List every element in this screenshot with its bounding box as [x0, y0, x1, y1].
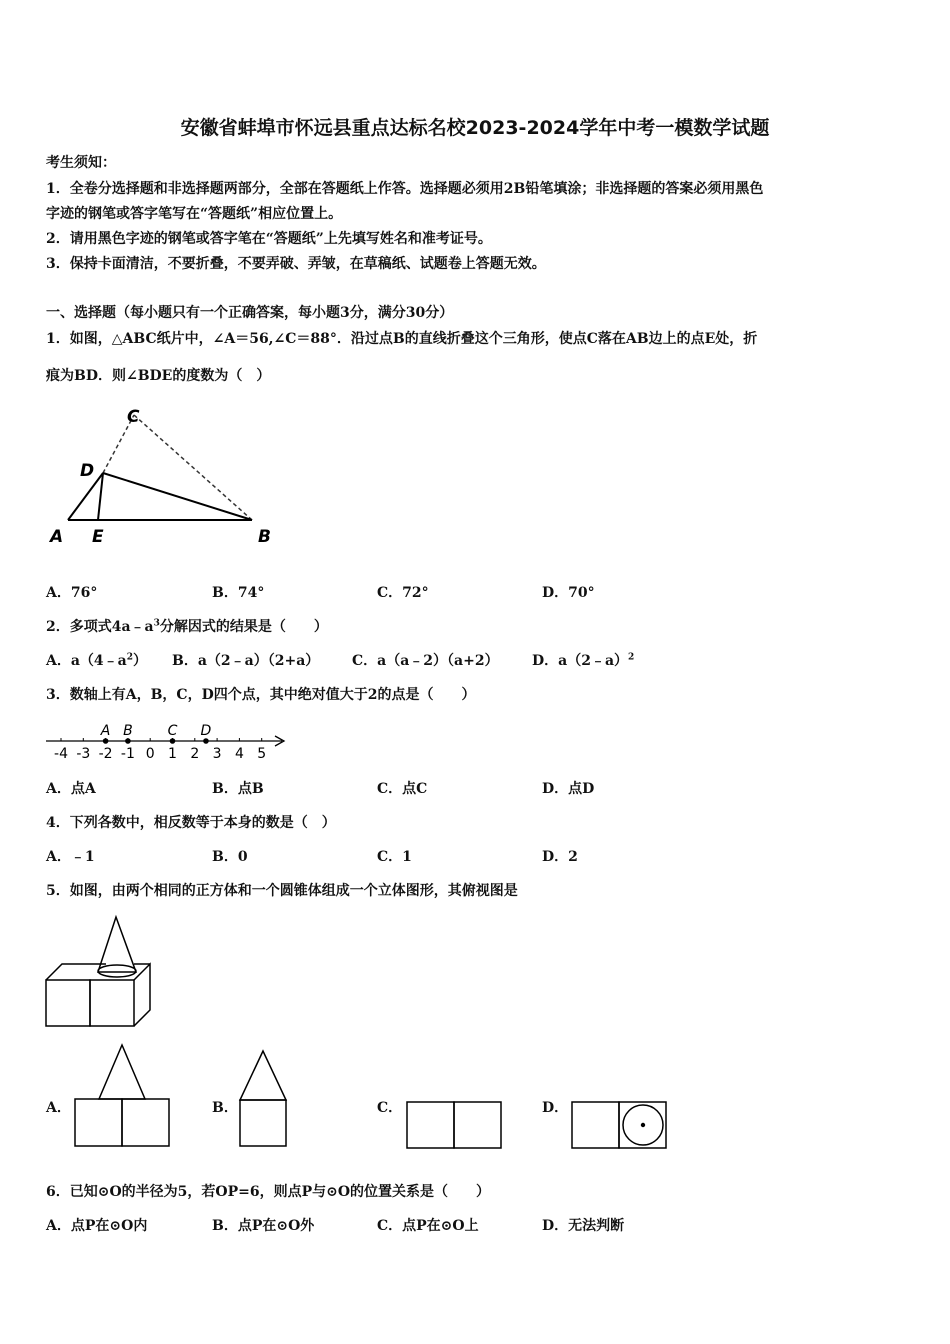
q2-opt-a-pre: A．a（4﹣a [46, 653, 127, 669]
q4-option-c[interactable]: C．1 [377, 849, 412, 865]
axis-tick-label: 4 [234, 746, 244, 762]
label-d: D [80, 461, 95, 481]
q6-option-d[interactable]: D．无法判断 [542, 1218, 625, 1234]
section-heading: 一、选择题（每小题只有一个正确答案，每小题3分，满分30分） [46, 305, 454, 321]
notice-item: 3．保持卡面清洁，不要折叠，不要弄破、弄皱，在草稿纸、试题卷上答题无效。 [46, 256, 546, 272]
q2-option-a[interactable] [46, 650, 147, 670]
axis-tick-label: -1 [120, 746, 135, 762]
q3-text: 3．数轴上有A，B，C，D四个点，其中绝对值大于2的点是（ ） [46, 687, 476, 703]
label-a: A [50, 527, 64, 547]
label-b: B [258, 527, 271, 547]
q1-option-b[interactable]: B．74° [212, 585, 265, 601]
q5-option-a-label[interactable]: A． [46, 1100, 71, 1116]
q3-option-b[interactable]: B．点B [212, 781, 264, 797]
axis-tick-label: 0 [145, 746, 155, 762]
q2-text-post: 分解因式的结果是（ ） [159, 619, 328, 635]
axis-point-d [203, 738, 209, 744]
q1-text-line2: 痕为BD．则∠BDE的度数为（ ） [46, 368, 271, 384]
q5-option-d-figure[interactable] [569, 1099, 669, 1151]
q3-option-a[interactable]: A．点A [46, 781, 96, 797]
q4-option-a[interactable]: A．﹣1 [46, 849, 95, 865]
axis-point-label-a: A [100, 723, 111, 739]
q2-text [46, 616, 328, 636]
axis-tick-label: 5 [257, 746, 267, 762]
q2-option-c[interactable]: C．a（a﹣2）（a+2） [352, 653, 499, 669]
q1-triangle-figure [46, 400, 286, 555]
q2-text-sup: 3 [153, 618, 160, 629]
notice-heading: 考生须知： [46, 155, 116, 171]
q6-option-c[interactable]: C．点P在⊙O上 [377, 1218, 479, 1234]
q6-option-a[interactable]: A．点P在⊙O内 [46, 1218, 148, 1234]
axis-point-label-d: D [200, 723, 212, 739]
q2-opt-a-sup: 2 [126, 652, 134, 663]
axis-tick-label: -4 [54, 746, 68, 762]
q5-option-b-label[interactable]: B． [212, 1100, 238, 1116]
q6-option-b[interactable]: B．点P在⊙O外 [212, 1218, 315, 1234]
q1-text-line1: 1．如图，△ABC纸片中，∠A＝56,∠C＝88°．沿过点B的直线折叠这个三角形，使点C落在AB边上的点E处，折 [46, 331, 758, 347]
q3-option-c[interactable]: C．点C [377, 781, 428, 797]
q5-option-c-figure[interactable] [404, 1099, 504, 1151]
q6-text: 6．已知⊙O的半径为5，若OP=6，则点P与⊙O的位置关系是（ ） [46, 1184, 491, 1200]
q1-option-d[interactable]: D．70° [542, 585, 595, 601]
q4-option-d[interactable]: D．2 [542, 849, 578, 865]
label-c: C [127, 407, 140, 427]
axis-point-label-b: B [123, 723, 133, 739]
label-e: E [92, 527, 104, 547]
notice-item: 1．全卷分选择题和非选择题两部分，全部在答题纸上作答。选择题必须用2B铅笔填涂；非选择题的答案必须用黑色 [46, 181, 764, 197]
q3-option-d[interactable]: D．点D [542, 781, 595, 797]
axis-point-a [103, 738, 109, 744]
axis-tick-label: 1 [168, 746, 177, 762]
q5-solid-figure [44, 912, 159, 1030]
axis-tick-label: 3 [212, 746, 222, 762]
q1-option-a[interactable]: A．76° [46, 585, 98, 601]
q2-opt-d-pre: D．a（2﹣a） [532, 653, 629, 669]
notice-item: 2．请用黑色字迹的钢笔或答字笔在“答题纸”上先填写姓名和准考证号。 [46, 231, 492, 247]
q2-option-d[interactable] [532, 650, 634, 670]
q5-option-d-label[interactable]: D． [542, 1100, 569, 1116]
q4-option-b[interactable]: B．0 [212, 849, 248, 865]
q5-option-a-figure[interactable] [72, 1042, 172, 1150]
axis-point-c [170, 738, 176, 744]
q5-option-b-figure[interactable] [237, 1048, 289, 1150]
q5-option-c-label[interactable]: C． [377, 1100, 403, 1116]
axis-tick-label: 2 [190, 746, 200, 762]
q4-text: 4．下列各数中，相反数等于本身的数是（ ） [46, 815, 336, 831]
axis-tick-label: -3 [76, 746, 91, 762]
q2-opt-a-post: ） [133, 653, 148, 669]
axis-point-b [125, 738, 131, 744]
axis-point-label-c: C [167, 723, 178, 739]
axis-tick-label: -2 [98, 746, 113, 762]
q2-opt-d-sup: 2 [628, 652, 635, 663]
notice-item: 字迹的钢笔或答字笔写在“答题纸”相应位置上。 [46, 206, 343, 222]
q3-number-line [44, 715, 289, 765]
q2-option-b[interactable]: B．a（2﹣a）（2+a） [172, 653, 320, 669]
q2-text-pre: 2．多项式4a﹣a [46, 619, 154, 635]
q5-text: 5．如图，由两个相同的正方体和一个圆锥体组成一个立体图形，其俯视图是 [46, 883, 518, 899]
q1-option-c[interactable]: C．72° [377, 585, 429, 601]
page-title: 安徽省蚌埠市怀远县重点达标名校2023-2024学年中考一模数学试题 [180, 117, 770, 139]
